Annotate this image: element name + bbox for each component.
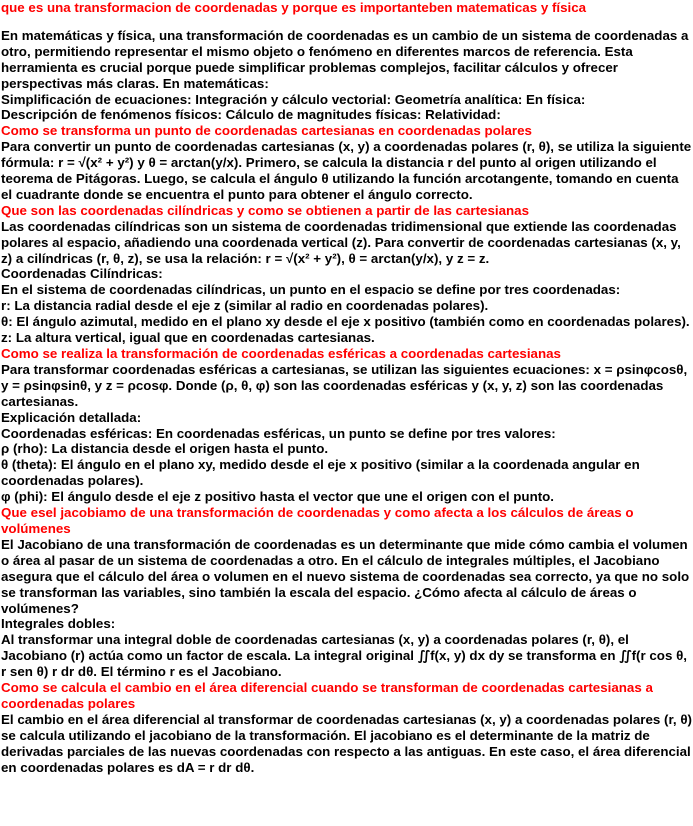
section-body-cylindrical: Las coordenadas cilíndricas son un sistema de coordenadas tridimensional que extiende las coordenadas polares al espacio, añadiendo una coordenada vertical (z). Para convertir de coordenadas cartesianas (x, y, z) a cilíndricas (r, θ, z), se usa la relación: r = √(x² + y²), θ = arctan(y/x), y z = z. [1, 218, 681, 266]
intro-math-topics: Simplificación de ecuaciones: Integración y cálculo vectorial: Geometría analítica: En física: [1, 91, 586, 107]
section-heading-differential-area: Como se calcula el cambio en el área diferencial cuando se transforman de coordenadas cartesianas a coordenadas polares [1, 680, 653, 711]
cylindrical-definition: En el sistema de coordenadas cilíndricas, un punto en el espacio se define por tres coordenadas: [1, 282, 621, 298]
section-heading-jacobian: Que esel jacobiamo de una transformación de coordenadas y como afecta a los cálculos de áreas o volúmenes [1, 505, 634, 536]
spherical-theta: θ (theta): El ángulo en el plano xy, medido desde el eje x positivo (similar a la coordenada angular en coordenadas polares). [1, 457, 640, 489]
intro-physics-topics: Descripción de fenómenos físicos: Cálculo de magnitudes físicas: Relatividad: [1, 107, 501, 123]
section-heading-polar: Como se transforma un punto de coordenadas cartesianas en coordenadas polares [1, 123, 532, 139]
cylindrical-theta: θ: El ángulo azimutal, medido en el plano xy desde el eje x positivo (también como en coordenadas polares). [1, 314, 690, 330]
jacobian-subtitle: Integrales dobles: [1, 616, 116, 632]
spherical-definition: Coordenadas esféricas: En coordenadas esféricas, un punto se define por tres valores: [1, 425, 556, 441]
section-body-polar: Para convertir un punto de coordenadas cartesianas (x, y) a coordenadas polares (r, θ), se utiliza la siguiente fórmula: r = √(x² + y²) y θ = arctan(y/x). Primero, se calcula la distancia r del punto al origen utilizando el teorema de Pitágoras. Luego, se calcula el ángulo θ utilizando la función arcotangente, tomando en cuenta el cuadrante donde se encuentra el punto para obtener el ángulo correcto. [1, 139, 692, 202]
section-heading-cylindrical: Que son las coordenadas cilíndricas y como se obtienen a partir de las cartesianas [1, 202, 530, 218]
section-body-spherical: Para transformar coordenadas esféricas a cartesianas, se utilizan las siguientes ecuaciones: x = ρsinφcosθ, y = ρsinφsinθ, y z = ρcosφ. Donde (ρ, θ, φ) son las coordenadas esféricas y (x, y, z) son las coordenadas cartesianas. [1, 361, 688, 409]
section-body-jacobian: El Jacobiano de una transformación de coordenadas es un determinante que mide cómo cambia el volumen o área al pasar de un sistema de coordenadas a otro. En el cálculo de integrales múltiples, el Jacobiano asegura que el cálculo del área o volumen en el nuevo sistema de coordenadas sea correcto, ya que no solo se transforman las variables, sino también la escala del espacio. ¿Cómo afecta al cálculo de áreas o volúmenes? [1, 536, 690, 616]
spherical-rho: ρ (rho): La distancia desde el origen hasta el punto. [1, 441, 329, 457]
cylindrical-subtitle: Coordenadas Cilíndricas: [1, 266, 163, 282]
jacobian-double-integral: Al transformar una integral doble de coordenadas cartesianas (x, y) a coordenadas polares (r, θ), el Jacobiano (r) actúa como un factor de escala. La integral original ∬f(x, y) dx dy se transforma en ∬f(r cos θ, r sen θ) r dr dθ. El término r es el Jacobiano. [1, 632, 688, 680]
spherical-subtitle: Explicación detallada: [1, 409, 142, 425]
document-title: que es una transformacion de coordenadas y porque es importanteben matematicas y física [1, 0, 587, 15]
spherical-phi: φ (phi): El ángulo desde el eje z positivo hasta el vector que une el origen con el punto. [1, 489, 555, 505]
cylindrical-r: r: La distancia radial desde el eje z (similar al radio en coordenadas polares). [1, 298, 489, 314]
intro-paragraph: En matemáticas y física, una transformación de coordenadas es un cambio de un sistema de coordenadas a otro, permitiendo representar el mismo objeto o fenómeno en diferentes marcos de referencia. Esta herramienta es crucial porque puede simplificar problemas complejos, facilitar cálculos y ofrecer perspectivas más claras. En matemáticas: [1, 27, 689, 91]
section-body-differential-area: El cambio en el área diferencial al transformar de coordenadas cartesianas (x, y) a coordenadas polares (r, θ) se calcula utilizando el jacobiano de la transformación. El jacobiano es el determinante de la matriz de derivadas parciales de las nuevas coordenadas con respecto a las antiguas. En este caso, el área diferencial en coordenadas polares es dA = r dr dθ. [1, 711, 692, 775]
cylindrical-z: z: La altura vertical, igual que en coordenadas cartesianas. [1, 330, 375, 346]
section-heading-spherical: Como se realiza la transformación de coordenadas esféricas a coordenadas cartesianas [1, 346, 561, 362]
